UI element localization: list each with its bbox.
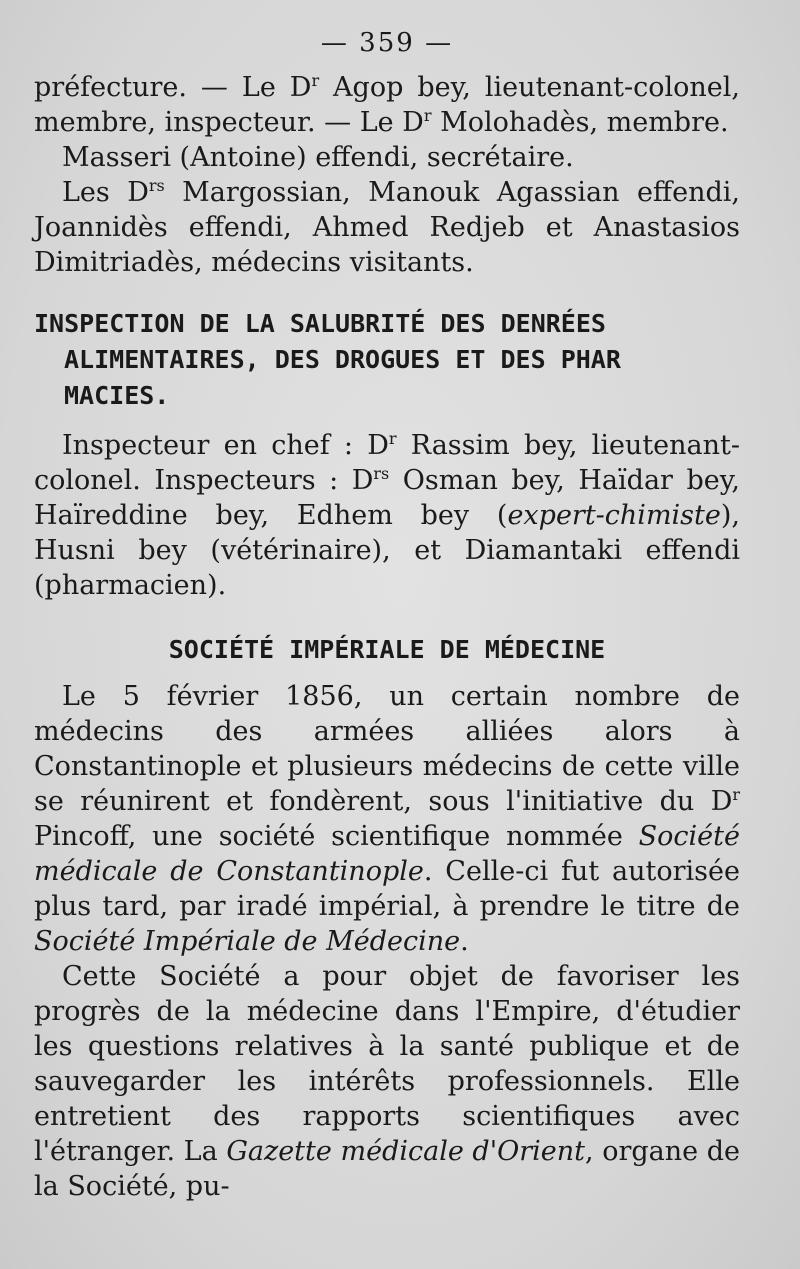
section-heading-societe: SOCIÉTÉ IMPÉRIALE DE MÉDECINE: [168, 635, 606, 664]
superscript: r: [423, 106, 432, 125]
heading-line: MACIES.: [64, 381, 170, 410]
superscript: rs: [373, 464, 390, 483]
italic-text: expert-chimiste: [507, 500, 721, 531]
superscript: rs: [148, 176, 165, 195]
italic-text: Gazette médicale d'Orient: [226, 1136, 586, 1167]
page-number: — 359 —: [320, 28, 454, 58]
heading-line: ALIMENTAIRES, DES DROGUES ET DES PHAR: [64, 345, 621, 374]
text-run: Pincoff, une société scientifique nommée: [34, 821, 639, 852]
paragraph-fondation: [34, 679, 740, 959]
text-run: . Celle-ci fut autorisée plus tard, par iradé impérial, à prendre le titre de: [34, 856, 740, 922]
italic-text: Société médicale de Constantinople: [34, 821, 740, 887]
paragraph-secretaire: Masseri (Antoine) effendi, secrétaire.: [62, 142, 574, 173]
text-run: Molohadès, membre.: [431, 107, 729, 138]
text-run: Agop bey, lieutenant-colonel,: [319, 72, 740, 103]
heading-line: INSPECTION DE LA SALUBRITÉ DES DENRÉES: [34, 309, 606, 338]
text-run: Les D: [62, 177, 149, 208]
paragraph-inspecteurs: [34, 428, 740, 603]
text-run: préfecture. — Le D: [34, 72, 312, 103]
text-run: .: [460, 926, 469, 957]
text-run: , organe de la Société, pu-: [34, 1136, 740, 1202]
italic-text: Société Impériale de Médecine: [34, 926, 461, 957]
text-run: Osman bey, Haïdar bey, Haïreddine bey, Edhem bey (: [34, 465, 740, 531]
text-run: Margossian, Manouk Agassian effendi, Joannidès effendi, Ahmed Redjeb et Anastasios Dimitriadès, médecins visitants.: [34, 177, 740, 278]
text-run: Rassim bey, lieutenant-colonel. Inspecteurs : D: [34, 430, 740, 496]
text-run: membre, inspecteur. — Le D: [34, 107, 424, 138]
text-run: Cette Société a pour objet de favoriser les progrès de la médecine dans l'Empire, d'étudier les questions relatives à la santé publique et de sauvegarder les intérêts professionnels. Elle entretient des rapports scientifiques avec l'étranger. La: [34, 961, 740, 1167]
paragraph-medecins-visitants: [34, 175, 740, 280]
text-run: Le 5 février 1856, un certain nombre de médecins des armées alliées alors à Constantinople et plusieurs médecins de cette ville se réunirent et fondèrent, sous l'initiative du D: [34, 681, 740, 817]
text-run: ), Husni bey (vétérinaire), et Diamantaki effendi (pharmacien).: [34, 500, 740, 601]
paragraph-prefecture: [34, 70, 740, 140]
superscript: r: [388, 429, 397, 448]
superscript: r: [311, 71, 320, 90]
section-heading-inspection: [34, 306, 740, 414]
superscript: r: [732, 785, 740, 804]
text-run: Inspecteur en chef : D: [62, 430, 389, 461]
paragraph-objet: [34, 959, 740, 1204]
